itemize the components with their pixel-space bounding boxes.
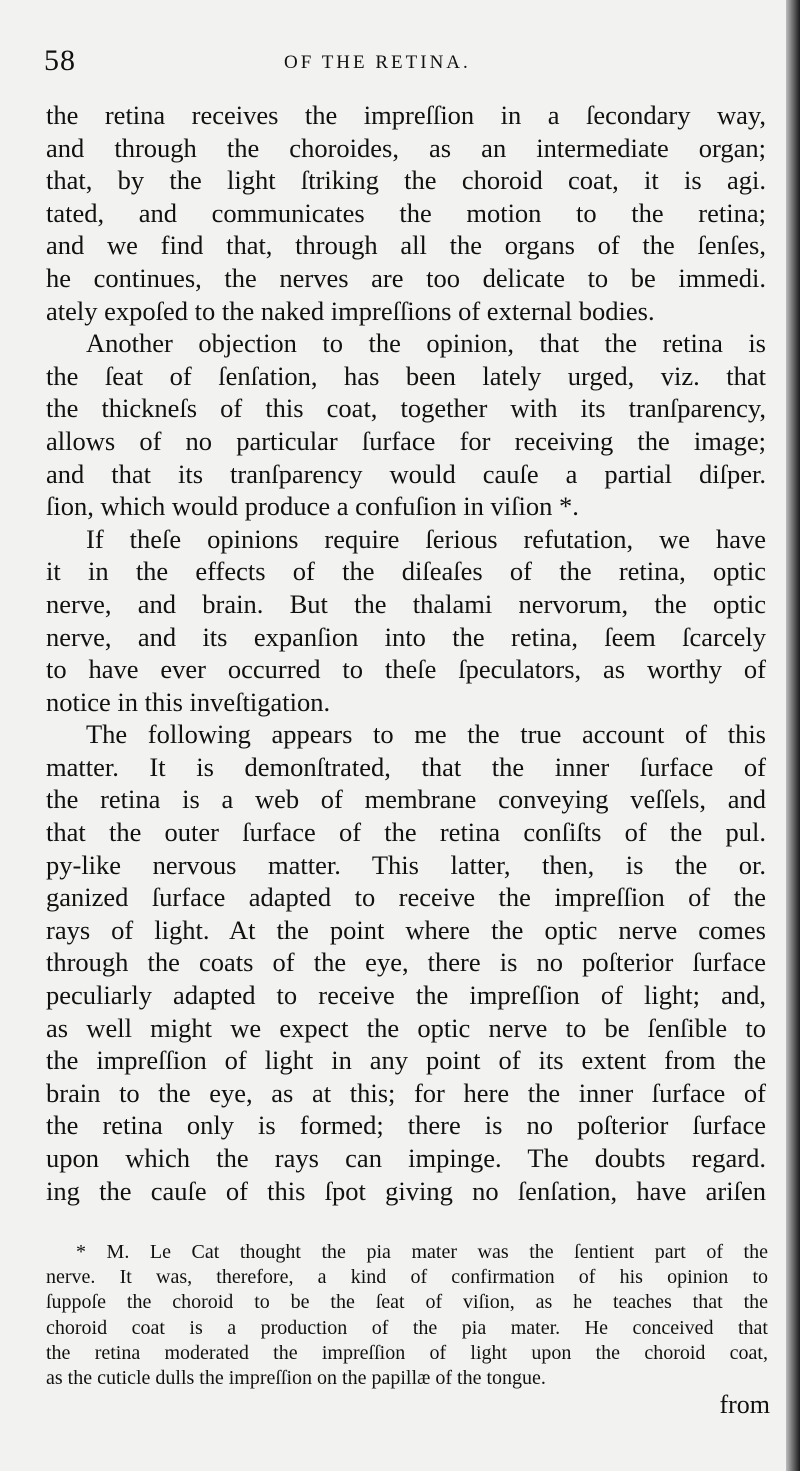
body-line: matter. It is demonſtrated, that the inner ſurface of bbox=[46, 751, 766, 782]
footnote-line: the retina moderated the impreſſion of light upon the choroid coat, bbox=[46, 1341, 768, 1364]
body-line: he continues, the nerves are too delicate to be immedi. bbox=[46, 262, 766, 293]
footnote-line: choroid coat is a production of the pia mater. He conceived that bbox=[46, 1316, 768, 1339]
page-edge-shadow bbox=[786, 0, 800, 1471]
body-line: that the outer ſurface of the retina conſiſts of the pul. bbox=[46, 817, 766, 848]
catchword: from bbox=[719, 1390, 770, 1419]
body-line: nerve, and its expanſion into the retina, ſeem ſcarcely bbox=[46, 621, 766, 652]
body-line: ganized ſurface adapted to receive the impreſſion of the bbox=[46, 882, 766, 913]
paragraph-start-line: The following appears to me the true account of this bbox=[86, 719, 766, 750]
body-line: allows of no particular ſurface for receiving the image; bbox=[46, 425, 766, 456]
body-line: and through the choroides, as an intermediate organ; bbox=[46, 132, 766, 163]
body-line: ing the cauſe of this ſpot giving no ſenſation, have ariſen bbox=[46, 1175, 766, 1206]
body-line: the retina is a web of membrane conveying veſſels, and bbox=[46, 784, 766, 815]
body-line: brain to the eye, as at this; for here the inner ſurface of bbox=[46, 1077, 766, 1108]
paragraph-start-line: If theſe opinions require ſerious refutation, we have bbox=[86, 523, 766, 554]
page-number: 58 bbox=[44, 44, 76, 77]
body-line: ately expoſed to the naked impreſſions of external bodies. bbox=[46, 295, 655, 326]
body-line: that, by the light ſtriking the choroid coat, it is agi. bbox=[46, 165, 766, 196]
body-line: tated, and communicates the motion to the retina; bbox=[46, 197, 766, 228]
body-line: py-like nervous matter. This latter, then, is the or. bbox=[46, 849, 766, 880]
body-line: upon which the rays can impinge. The doubts regard. bbox=[46, 1143, 766, 1173]
footnote-line: nerve. It was, therefore, a kind of confirmation of his opinion to bbox=[46, 1266, 768, 1289]
running-head: OF THE RETINA. bbox=[284, 52, 471, 73]
body-line: the thickneſs of this coat, together with its tranſparency, bbox=[46, 393, 766, 424]
body-line: notice in this inveſtigation. bbox=[46, 686, 331, 717]
body-line: the ſeat of ſenſation, has been lately urged, viz. that bbox=[46, 360, 766, 391]
body-line: and we find that, through all the organs of the ſenſes, bbox=[46, 230, 766, 261]
body-line: rays of light. At the point where the optic nerve comes bbox=[46, 914, 766, 945]
footnote-line: ſuppoſe the choroid to be the ſeat of viſion, as he teaches that the bbox=[46, 1291, 768, 1314]
body-line: and that its tranſparency would cauſe a partial diſper. bbox=[46, 458, 766, 489]
paragraph-start-line: Another objection to the opinion, that the retina is bbox=[86, 328, 766, 359]
footnote-line: * M. Le Cat thought the pia mater was the ſentient part of the bbox=[76, 1241, 768, 1263]
body-line: the retina only is formed; there is no poſterior ſurface bbox=[46, 1110, 766, 1141]
body-line: it in the effects of the diſeaſes of the retina, optic bbox=[46, 556, 766, 587]
body-line: nerve, and brain. But the thalami nervorum, the optic bbox=[46, 588, 766, 619]
footnote-line: as the cuticle dulls the impreſſion on the papillæ of the tongue. bbox=[46, 1366, 546, 1389]
body-line: ſion, which would produce a confuſion in viſion *. bbox=[46, 491, 579, 522]
body-line: through the coats of the eye, there is no poſterior ſurface bbox=[46, 947, 766, 978]
body-line: the retina receives the impreſſion in a ſecondary way, bbox=[46, 100, 766, 130]
body-line: to have ever occurred to theſe ſpeculators, as worthy of bbox=[46, 654, 766, 685]
body-line: peculiarly adapted to receive the impreſſion of light; and, bbox=[46, 980, 766, 1011]
body-text bbox=[46, 99, 766, 1207]
body-line: the impreſſion of light in any point of its extent from the bbox=[46, 1045, 766, 1076]
page-header bbox=[44, 40, 764, 84]
footnote bbox=[46, 1240, 768, 1391]
body-line: as well might we expect the optic nerve to be ſenſible to bbox=[46, 1012, 766, 1043]
